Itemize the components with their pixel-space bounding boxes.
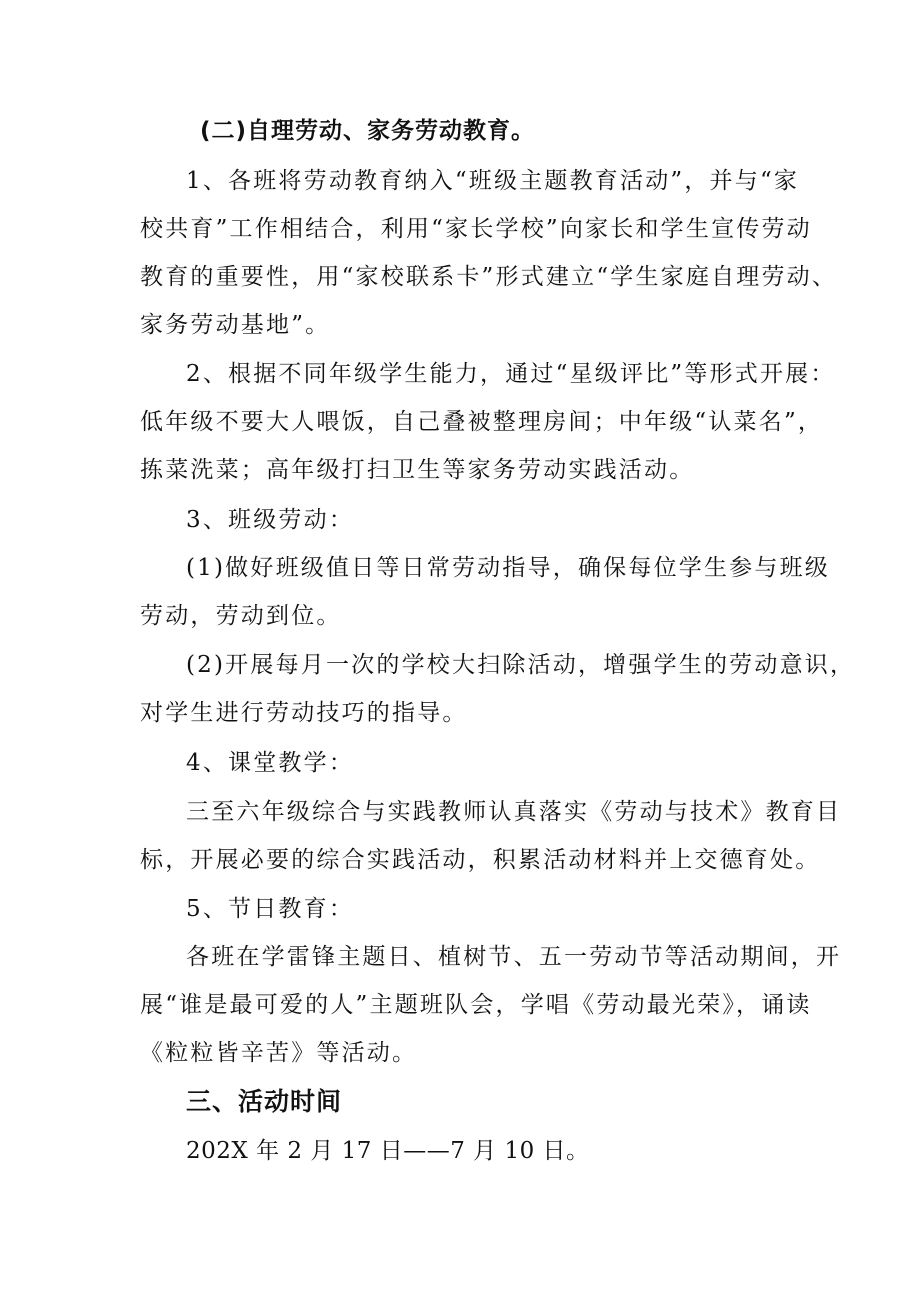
item5-body-line1: 各班在学雷锋主题日、植树节、五一劳动节等活动期间，开 xyxy=(186,944,842,970)
item3-heading: 3、班级劳动： xyxy=(186,507,355,533)
para1-line1: 1、各班将劳动教育纳入“班级主题教育活动”，并与“家 xyxy=(186,168,800,194)
para1-line2: 校共育”工作相结合，利用“家长学校”向家长和学生宣传劳动 xyxy=(140,216,812,242)
para2-line3: 拣菜洗菜；高年级打扫卫生等家务劳动实践活动。 xyxy=(140,457,695,483)
item3-sub2-line1: (2)开展每月一次的学校大扫除活动，增强学生的劳动意识， xyxy=(186,652,856,678)
para1-line3: 教育的重要性，用“家校联系卡”形式建立“学生家庭自理劳动、 xyxy=(140,264,838,290)
section3-body: 202X 年 2 月 17 日——7 月 10 日。 xyxy=(186,1138,590,1164)
item4-body-line1: 三至六年级综合与实践教师认真落实《劳动与技术》教育目 xyxy=(186,799,842,825)
item5-body-line3: 《粒粒皆辛苦》等活动。 xyxy=(140,1040,418,1066)
para2-line1: 2、根据不同年级学生能力，通过“星级评比”等形式开展： xyxy=(186,361,836,387)
section-heading: (二)自理劳动、家务劳动教育。 xyxy=(200,118,536,144)
para2-line2: 低年级不要大人喂饭，自己叠被整理房间；中年级“认菜名”， xyxy=(140,409,824,435)
section3-heading: 三、活动时间 xyxy=(186,1087,343,1116)
item3-sub1-line2: 劳动，劳动到位。 xyxy=(140,603,342,629)
item3-sub1-line1: (1)做好班级值日等日常劳动指导，确保每位学生参与班级 xyxy=(186,555,830,581)
para1-line4: 家务劳动基地”。 xyxy=(140,312,331,338)
item4-body-line2: 标，开展必要的综合实践活动，积累活动材料并上交德育处。 xyxy=(140,847,821,873)
item3-sub2-line2: 对学生进行劳动技巧的指导。 xyxy=(140,700,468,726)
item5-heading: 5、节日教育： xyxy=(186,896,355,922)
item5-body-line2: 展“谁是最可爱的人”主题班队会，学唱《劳动最光荣》，诵读 xyxy=(140,992,812,1018)
item4-heading: 4、课堂教学： xyxy=(186,750,355,776)
